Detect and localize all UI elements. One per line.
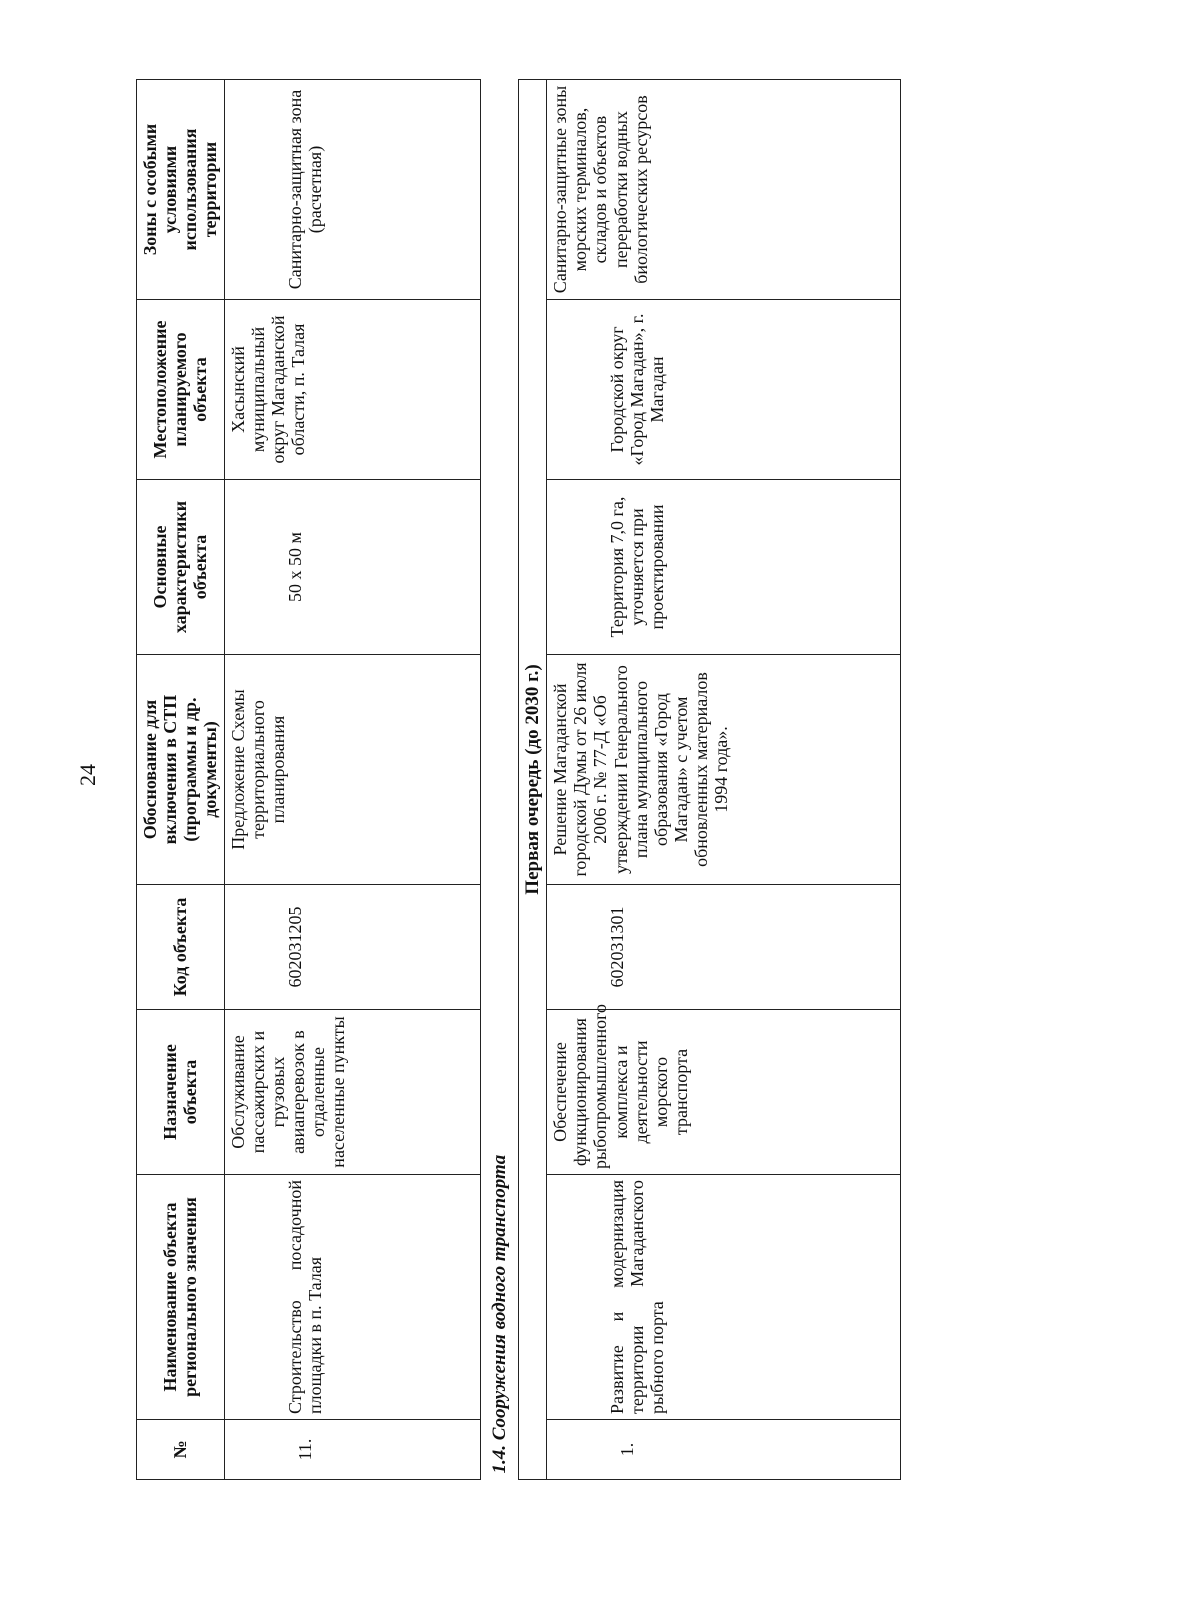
header-characteristics: Основные характеристики объекта <box>137 480 225 655</box>
header-location: Местоположение планируемого объекта <box>137 300 225 480</box>
table-row <box>224 80 480 1480</box>
stage-title: Первая очередь (до 2030 г.) <box>518 80 546 1480</box>
table-row <box>547 80 901 1480</box>
cell-zones: Санитарно-защитная зона (расчетная) <box>224 80 480 300</box>
header-purpose: Назначение объекта <box>137 1010 225 1175</box>
cell-num: 11. <box>224 1420 480 1480</box>
cell-basis: Предложение Схемы территориального планирования <box>224 655 480 885</box>
header-row <box>137 80 225 1480</box>
cell-location: Хасынский муниципальный округ Магаданской области, п. Талая <box>224 300 480 480</box>
rotated-table-container <box>136 80 796 1480</box>
cell-code: 602031205 <box>224 885 480 1010</box>
section-title: 1.4. Сооружения водного транспорта <box>480 80 518 1480</box>
cell-zones: Санитарно-защитные зоны морских терминалов, складов и объектов переработки водных биологических ресурсов <box>547 80 901 300</box>
cell-characteristics: 50 х 50 м <box>224 480 480 655</box>
header-basis: Обоснование для включения в СТП (программы и др. документы) <box>137 655 225 885</box>
cell-location: Городской округ «Город Магадан», г. Магадан <box>547 300 901 480</box>
cell-basis: Решение Магаданской городской Думы от 26 июля 2006 г. № 77-Д «Об утверждении Генерального плана муниципального образования «Город Магадан» с учетом обновленных материалов 1994 года». <box>547 655 901 885</box>
cell-purpose: Обслуживание пассажирских и грузовых авиаперевозок в отдаленные населенные пункты <box>224 1010 480 1175</box>
section-row <box>480 80 518 1480</box>
header-zones: Зоны с особыми условиями использования территории <box>137 80 225 300</box>
cell-num: 1. <box>547 1420 901 1480</box>
cell-code: 602031301 <box>547 885 901 1010</box>
objects-table <box>136 79 901 1480</box>
cell-name: Строительство посадочной площадки в п. Талая <box>224 1175 480 1420</box>
cell-name: Развитие и модернизация территории Магаданского рыбного порта <box>547 1175 901 1420</box>
header-num: № <box>137 1420 225 1480</box>
stage-row <box>518 80 546 1480</box>
header-code: Код объекта <box>137 885 225 1010</box>
page-number: 24 <box>75 764 100 786</box>
header-name: Наименование объекта регионального значения <box>137 1175 225 1420</box>
cell-characteristics: Территория 7,0 га, уточняется при проектировании <box>547 480 901 655</box>
cell-purpose: Обеспечение функционирования рыбопромышленного комплекса и деятельности морского транспорта <box>547 1010 901 1175</box>
